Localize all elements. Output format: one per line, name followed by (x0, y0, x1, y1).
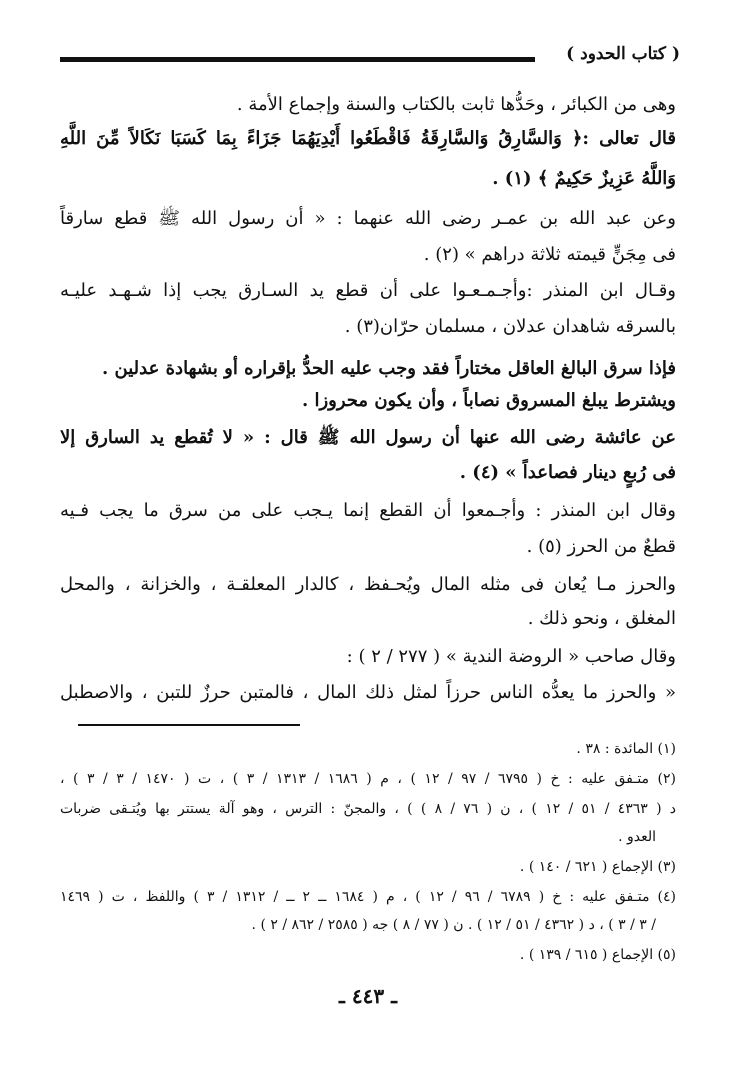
footnote: / ٣ / ٣ ) ، د ( ٤٣٦٢ / ٥١ / ١٢ ) . ن ( ٧٧ / ٨ ) جه ( ٢٥٨٥ / ٨٦٢ / ٢ ) . (251, 917, 656, 933)
text-line: فإذا سرق البالغ العاقل مختاراً فقد وجب عليه الحدُّ بإقراره أو بشهادة عدلين . (102, 358, 676, 379)
text-line: فى مِجَنٍّ قيمته ثلاثة دراهم » (٢) . (423, 244, 676, 265)
text-line: عن عائشة رضى الله عنها أن رسول الله ﷺ قال : « لا تُقطع يد السارق إلا (60, 427, 676, 448)
footnote: د ( ٤٣٦٣ / ٥١ / ١٢ ) ، ن ( ٧٦ / ٨ ) ) ، والمجنّ : الترس ، وهو آلة يستتر بها ويُتـقى ضربات (60, 801, 676, 817)
page-number: ـ ٤٤٣ ـ (339, 984, 397, 1008)
footnote: (١) المائدة : ٣٨ . (576, 741, 676, 757)
running-header (60, 44, 680, 74)
text-line: وقال صاحب « الروضة الندية » ( ٢٧٧ / ٢ ) : (346, 646, 676, 667)
text-line: والحرز مـا يُعان فى مثله المال ويُحـفظ ، كالدار المعلقـة ، والخزانة ، والمحل (60, 574, 676, 595)
footnote: (٥) الإجماع ( ٦١٥ / ١٣٩ ) . (519, 947, 676, 963)
text-line: فى رُبعٍ دينار فصاعداً » (٤) . (459, 462, 676, 483)
text-line: « والحرز ما يعدُّه الناس حرزاً لمثل ذلك المال ، فالمتبن حرزٌ للتبن ، والاصطبل (60, 682, 676, 703)
text-line: المغلق ، ونحو ذلك . (527, 608, 676, 629)
footnote: العدو . (618, 829, 656, 845)
header-rule (60, 57, 535, 62)
quran-verse-line: قال تعالى :﴿ وَالسَّارِقُ وَالسَّارِقَةُ فَاقْطَعُوا أَيْدِيَهُمَا جَزَاءً بِمَا كَسَبَا نَكَالاً مِّنَ اللَّهِ (60, 128, 676, 149)
chapter-title: ( كتاب الحدود ) (566, 44, 680, 64)
text-line: وقال ابن المنذر : وأجـمعوا أن القطع إنما يـجب على من سرق ما يجب فـيه (60, 500, 676, 521)
text-line: وهى من الكبائر ، وحَدُّها ثابت بالكتاب والسنة وإجماع الأمة . (236, 94, 676, 115)
footnote: (٤) متـفق عليه : خ ( ٦٧٨٩ / ٩٦ / ١٢ ) ، م ( ١٦٨٤ ــ ٢ ــ / ١٣١٢ / ٣ ) واللفظ ، ت ( ١٤٦٩ (60, 889, 676, 905)
text-line: وعن عبد الله بن عمـر رضى الله عنهما : « أن رسول الله ﷺ قطع سارقاً (60, 208, 676, 229)
quran-verse-line: وَاللَّهُ عَزِيزٌ حَكِيمٌ ﴾ (١) . (492, 168, 676, 189)
text-line: ويشترط يبلغ المسروق نصاباً ، وأن يكون محروزا . (301, 390, 676, 411)
footnote-separator (78, 724, 300, 726)
text-line: بالسرقه شاهدان عدلان ، مسلمان حرّان(٣) . (344, 316, 676, 337)
footnote: (٣) الإجماع ( ٦٢١ / ١٤٠ ) . (519, 859, 676, 875)
footnote: (٢) متـفق عليه : خ ( ٦٧٩٥ / ٩٧ / ١٢ ) ، م ( ١٦٨٦ / ١٣١٣ / ٣ ) ، ت ( ١٤٧٠ / ٣ / ٣ ) ، (60, 771, 676, 787)
text-line: وقـال ابن المنذر :وأجـمـعـوا على أن قطع يد السـارق يجب إذا شـهـد عليـه (60, 280, 676, 301)
text-line: قطعٌ من الحرز (٥) . (526, 536, 676, 557)
